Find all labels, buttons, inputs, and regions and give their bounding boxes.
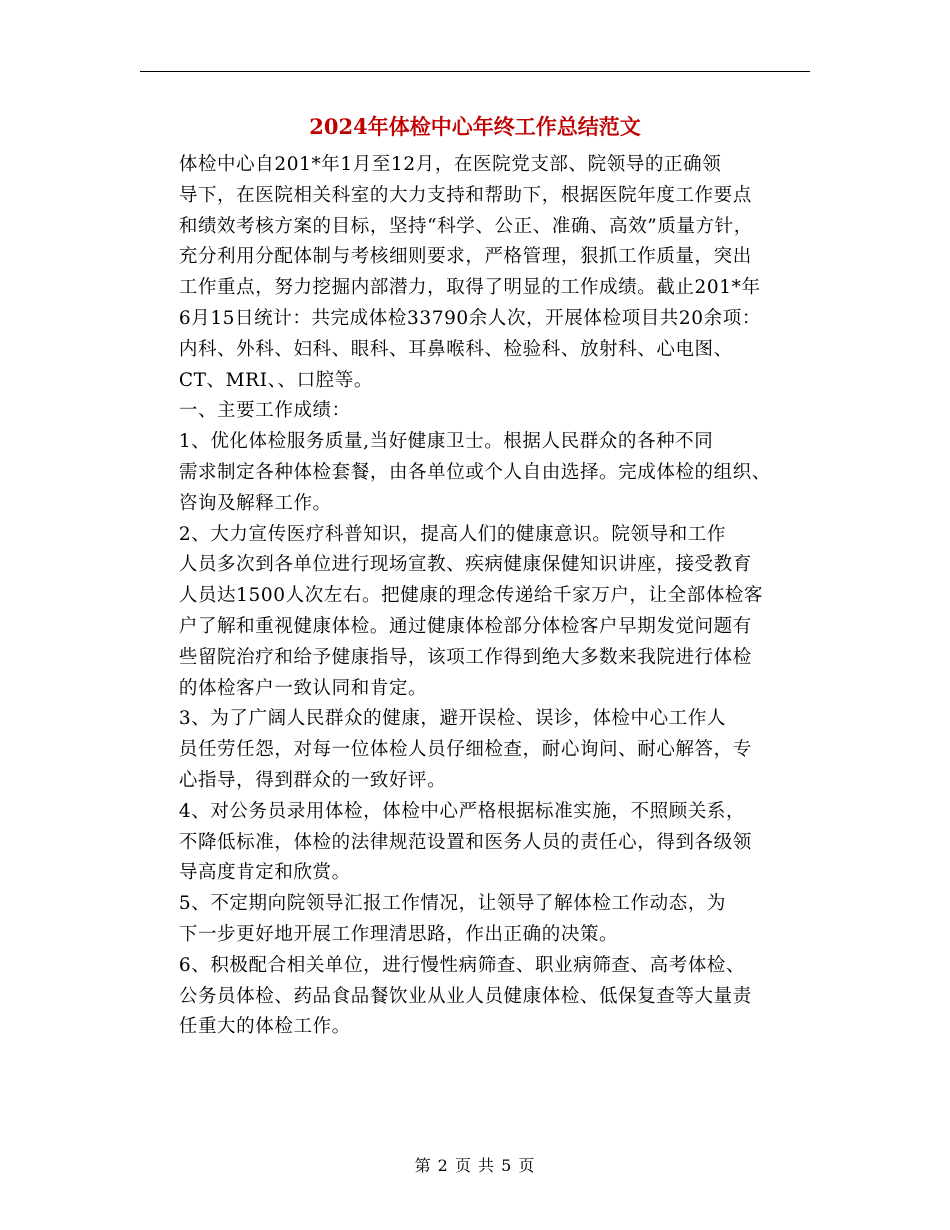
text-line: 任重大的体检工作。 [178, 1016, 351, 1038]
text-line: 不降低标准，体检的法律规范设置和医务人员的责任心，得到各级领 [178, 831, 752, 853]
text-line: 6、积极配合相关单位，进行慢性病筛查、职业病筛查、高考体检、 [178, 954, 746, 976]
text-line: 和绩效考核方案的目标，坚持“科学、公正、准确、高效”质量方针， [178, 215, 753, 237]
text-line: 一、主要工作成绩： [178, 400, 351, 422]
paragraph-item-3 [140, 704, 816, 796]
paragraph-item-1 [140, 427, 816, 519]
paragraph-item-2 [140, 520, 816, 705]
header-rule [140, 71, 810, 72]
text-line: 2、大力宣传医疗科普知识，提高人们的健康意识。院领导和工作 [178, 523, 727, 545]
text-line: 户了解和重视健康体检。通过健康体检部分体检客户早期发觉问题有 [178, 615, 752, 637]
text-line: 需求制定各种体检套餐，由各单位或个人自由选择。完成体检的组织、 [178, 461, 771, 483]
section-heading [140, 396, 816, 427]
text-line: 5、不定期向院领导汇报工作情况，让领导了解体检工作动态，为 [178, 893, 727, 915]
text-line: 导高度肯定和欣赏。 [178, 862, 351, 884]
text-line: 咨询及解释工作。 [178, 492, 332, 514]
text-line: 的体检客户一致认同和肯定。 [178, 677, 428, 699]
text-line: 导下，在医院相关科室的大力支持和帮助下，根据医院年度工作要点 [178, 184, 752, 206]
page-number: 第 2 页 共 5 页 [414, 1156, 536, 1175]
document-title: 2024年体检中心年终工作总结范文 [309, 114, 641, 139]
text-line: 公务员体检、药品食品餐饮业从业人员健康体检、低保复查等大量责 [178, 985, 752, 1007]
text-line: CT、MRI、、口腔等。 [178, 369, 373, 391]
text-line: 心指导，得到群众的一致好评。 [178, 769, 447, 791]
text-line: 体检中心自201*年1月至12月，在医院党支部、院领导的正确领 [178, 154, 722, 175]
text-line: 4、对公务员录用体检，体检中心严格根据标准实施，不照顾关系， [178, 800, 746, 822]
text-line: 内科、外科、妇科、眼科、耳鼻喉科、检验科、放射科、心电图、 [178, 338, 733, 360]
text-line: 下一步更好地开展工作理清思路，作出正确的决策。 [178, 923, 619, 945]
text-line: 6月15日统计：共完成体检33790余人次，开展体检项目共20余项： [178, 307, 761, 329]
text-line: 1、优化体检服务质量,当好健康卫士。根据人民群众的各种不同 [178, 431, 714, 453]
text-line: 员任劳任怨，对每一位体检人员仔细检查，耐心询问、耐心解答，专 [178, 739, 752, 761]
paragraph-item-6 [140, 951, 816, 1043]
text-line: 工作重点，努力挖掘内部潜力，取得了明显的工作成绩。截止201*年 [178, 277, 761, 299]
paragraph-item-4 [140, 797, 816, 889]
text-line: 3、为了广阔人民群众的健康，避开误检、误诊，体检中心工作人 [178, 708, 727, 730]
document-body [140, 150, 816, 1043]
paragraph-item-5 [140, 889, 816, 951]
text-line: 人员达1500人次左右。把健康的理念传递给千家万户，让全部体检客 [178, 585, 764, 607]
text-line: 充分利用分配体制与考核细则要求，严格管理，狠抓工作质量，突出 [178, 246, 752, 268]
paragraph-intro [140, 150, 816, 396]
text-line: 些留院治疗和给予健康指导，该项工作得到绝大多数来我院进行体检 [178, 646, 752, 668]
text-line: 人员多次到各单位进行现场宣教、疾病健康保健知识讲座，接受教育 [178, 554, 752, 576]
